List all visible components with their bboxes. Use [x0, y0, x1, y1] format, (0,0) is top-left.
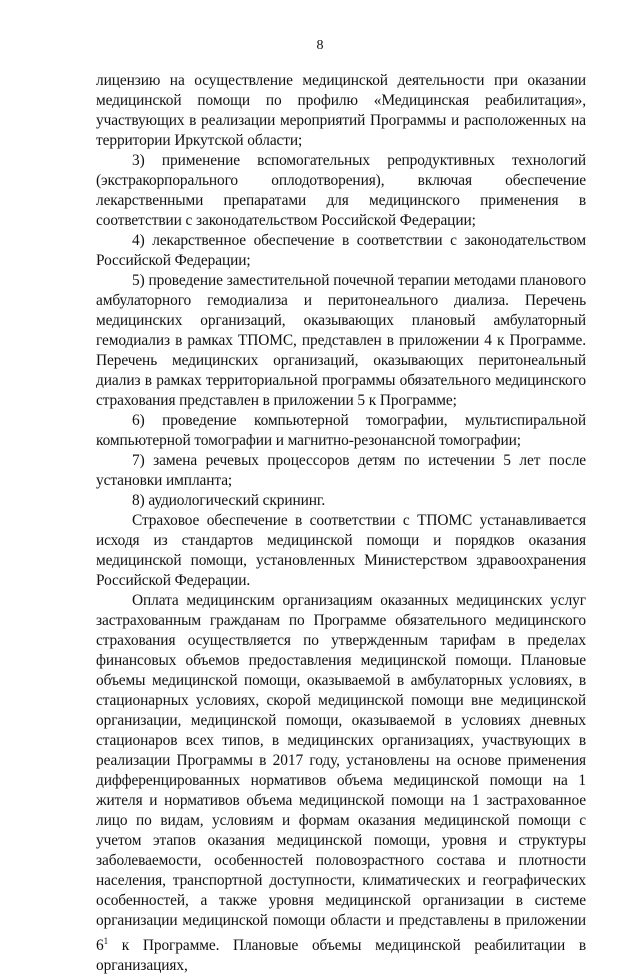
paragraph-continuation: лицензию на осуществление медицинской деятельности при оказании медицинской помощи по профилю «Медицинская реабилитация», участвующих в реализации мероприятий Программы и расположенных на территории Иркутской области;: [96, 72, 586, 149]
list-item-3: 3) применение вспомогательных репродуктивных технологий (экстракорпорального оплодотворения), включая обеспечение лекарственными препаратами для медицинского применения в соответствии с законодательством Российской Федерации;: [96, 152, 586, 229]
document-body: [96, 71, 586, 976]
list-item-7: 7) замена речевых процессоров детям по истечении 5 лет после установки импланта;: [96, 452, 586, 489]
list-item-8: 8) аудиологический скрининг.: [132, 492, 326, 509]
paragraph-payment-main: Оплата медицинским организациям оказанных медицинских услуг застрахованным гражданам по Программе обязательного медицинского страхования осуществляется по утвержденным тарифам в пределах финансовых объемов предоставления медицинской помощи. Плановые объемы медицинской помощи, оказываемой в амбулаторных условиях, в стационарных условиях, скорой медицинской помощи вне медицинской организации, медицинской помощи, оказываемой в условиях дневных стационаров всех типов, в медицинских организациях, участвующих в реализации Программы в 2017 году, установлены на основе применения дифференцированных нормативов объема медицинской помощи на 1 жителя и нормативов объема медицинской помощи на 1 застрахованное лицо по видам, условиям и формам оказания медицинской помощи с учетом этапов оказания медицинской помощи, уровня и структуры заболеваемости, особенностей половозрастного состава и плотности населения, транспортной доступности, климатических и географических особенностей, а также уровня медицинской организации в системе организации медицинской помощи области и представлены в приложении 6: [96, 592, 586, 955]
paragraph-insurance: Страховое обеспечение в соответствии с ТПОМС устанавливается исходя из стандартов медицинской помощи и порядков оказания медицинской помощи, установленных Министерством здравоохранения Российской Федерации.: [96, 512, 586, 589]
footnote-superscript: 1: [103, 936, 109, 946]
paragraph-payment: [96, 591, 586, 976]
list-item-4: 4) лекарственное обеспечение в соответствии с законодательством Российской Федерации;: [96, 232, 586, 269]
paragraph-payment-tail: к Программе. Плановые объемы медицинской реабилитации в организациях,: [96, 937, 586, 975]
list-item-6: 6) проведение компьютерной томографии, мультиспиральной компьютерной томографии и магнитно-резонансной томографии;: [96, 412, 586, 449]
list-item-5: 5) проведение заместительной почечной терапии методами планового амбулаторного гемодиализа и перитонеального диализа. Перечень медицинских организаций, оказывающих плановый амбулаторный гемодиализ в рамках ТПОМС, представлен в приложении 4 к Программе. Перечень медицинских организаций, оказывающих перитонеальный диализ в рамках территориальной программы обязательного медицинского страхования представлен в приложении 5 к Программе;: [96, 272, 586, 409]
page-number: 8: [316, 38, 324, 53]
